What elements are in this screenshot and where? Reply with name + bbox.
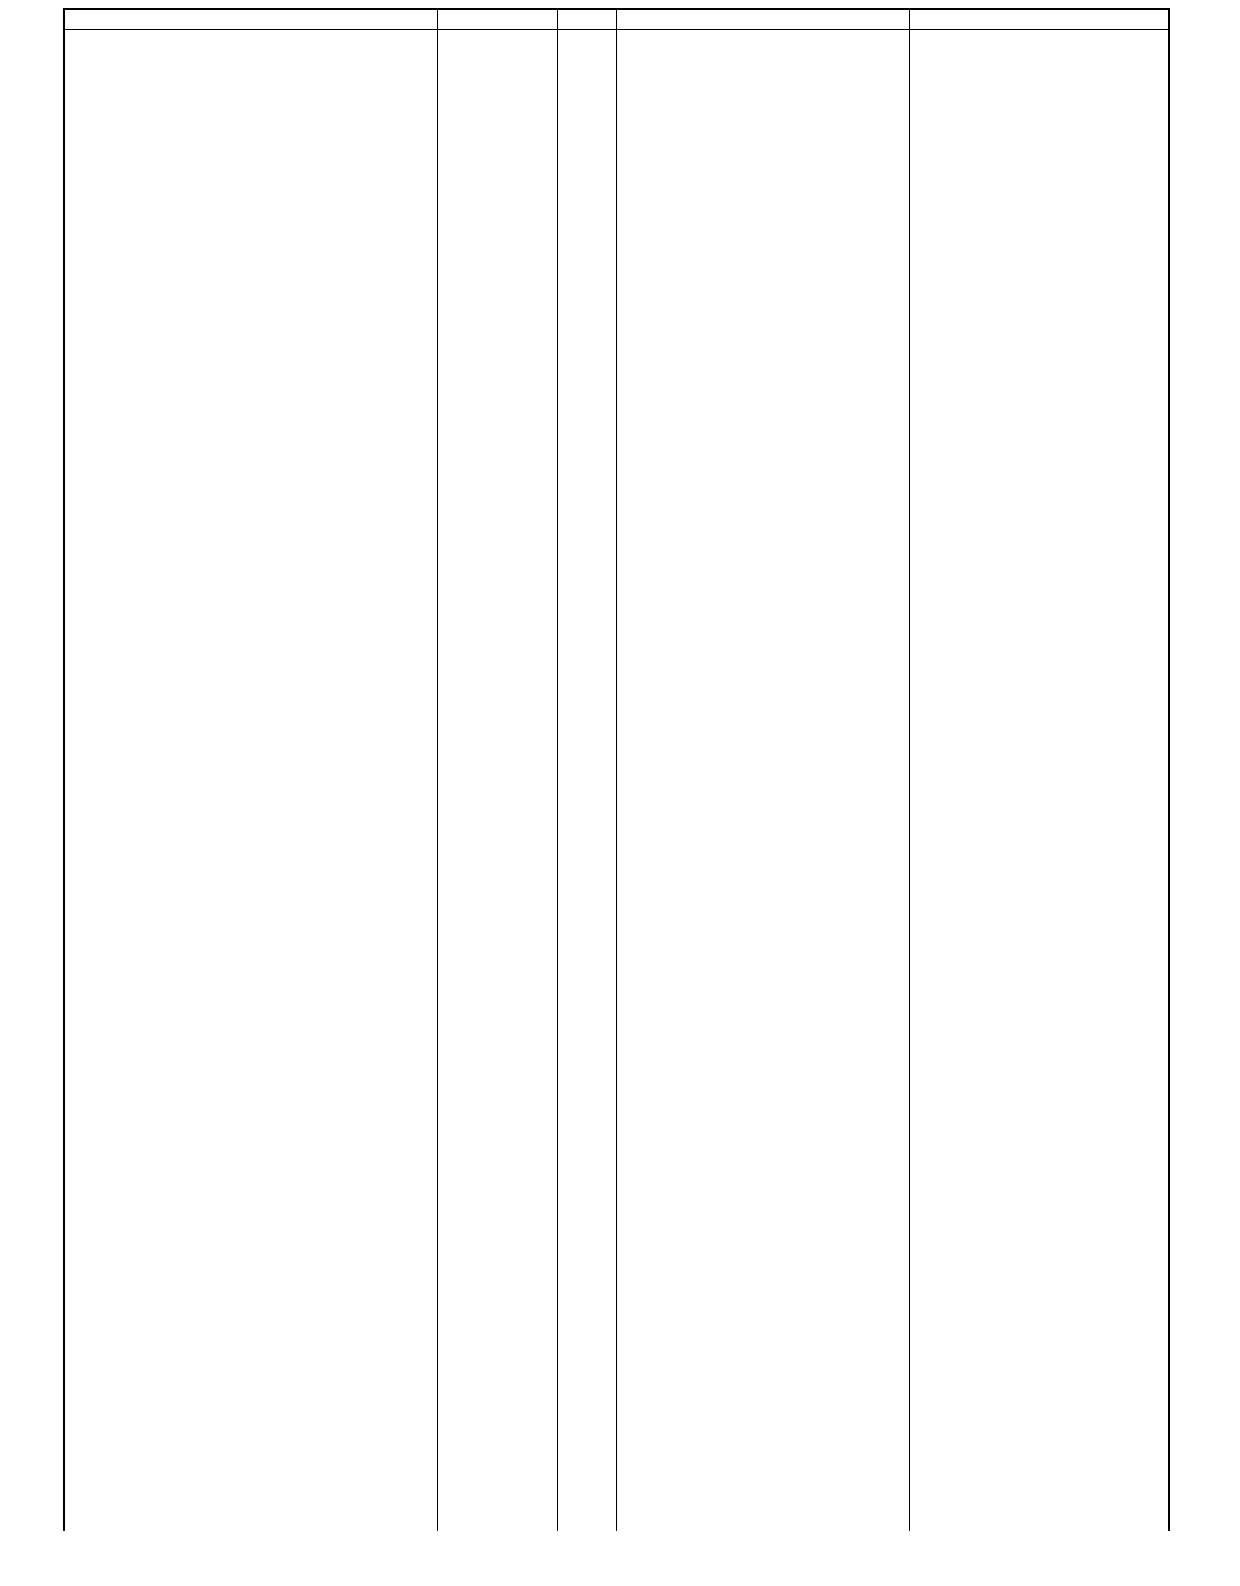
column-divider (557, 10, 558, 1531)
column-divider (437, 10, 438, 1531)
header-model (65, 10, 437, 30)
header-engine (437, 10, 557, 30)
header-year (557, 10, 616, 30)
price-table (63, 8, 1170, 1531)
header-picture (616, 10, 909, 30)
column-divider (616, 10, 617, 1531)
header-details (909, 10, 1168, 30)
column-divider (909, 10, 910, 1531)
